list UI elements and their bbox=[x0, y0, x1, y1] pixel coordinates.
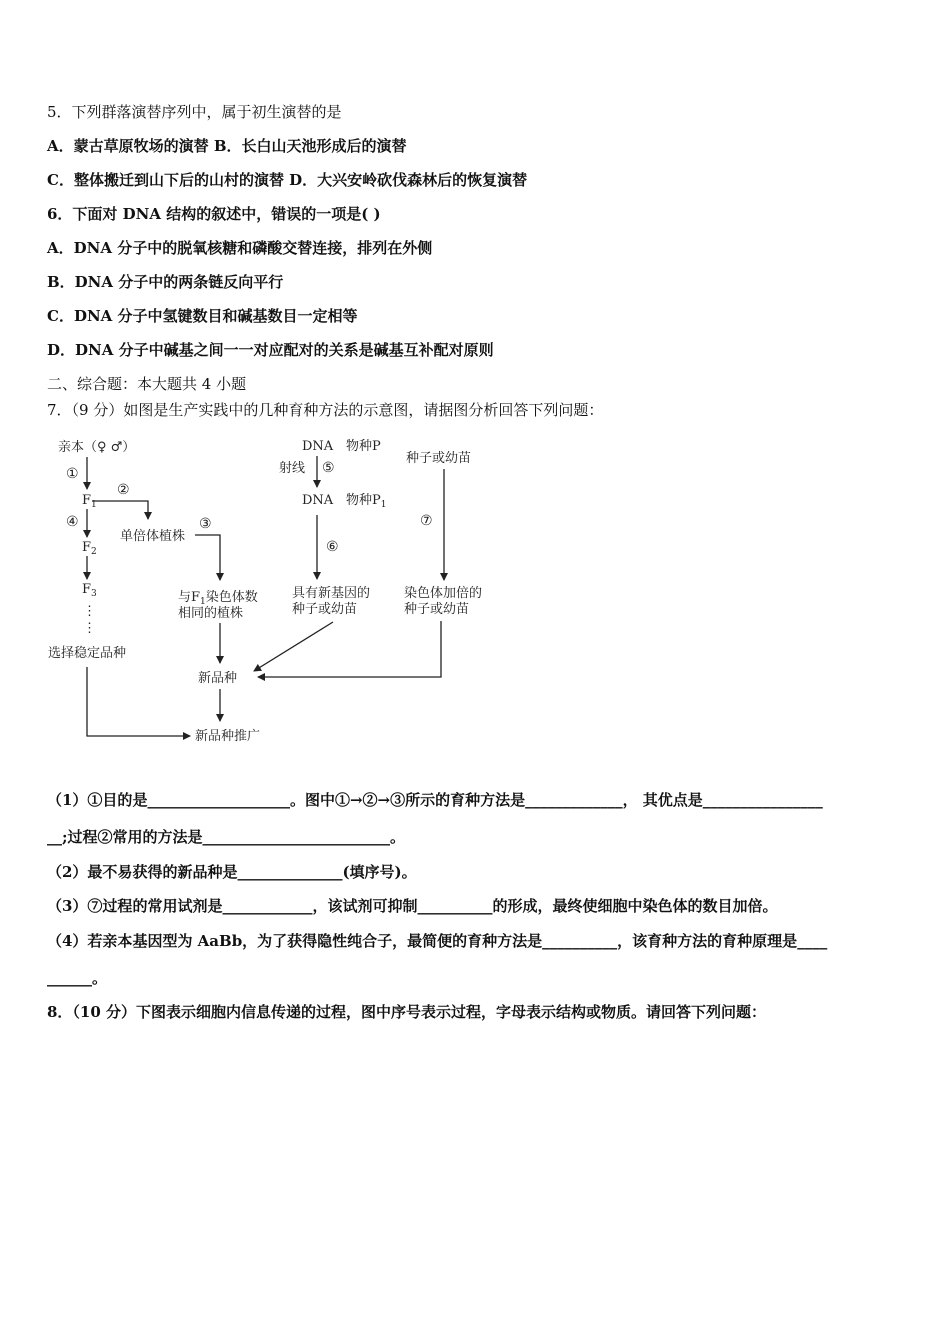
f2-letter: F bbox=[82, 540, 92, 555]
haploid-label: 单倍体植株 bbox=[120, 529, 186, 544]
q6-option-a: A．DNA 分子中的脱氧核糖和磷酸交替连接，排列在外侧 bbox=[47, 239, 433, 257]
section-heading: 二、综合题：本大题共 4 小题 bbox=[47, 375, 247, 393]
select-stable-label: 选择稳定品种 bbox=[48, 646, 127, 661]
dna-label-mutated: DNA bbox=[302, 493, 334, 508]
arrow-haploid-same bbox=[195, 535, 220, 580]
seed-label: 种子或幼苗 bbox=[406, 451, 472, 466]
new-variety-label: 新品种 bbox=[198, 671, 238, 686]
species-p1-text: 物种P bbox=[346, 493, 381, 508]
step-3-label: ③ bbox=[199, 516, 212, 532]
q6-stem: 6．下面对 DNA 结构的叙述中，错误的一项是( ) bbox=[47, 205, 381, 223]
arrow-doubled-newvariety bbox=[258, 621, 441, 677]
f3-letter: F bbox=[82, 582, 92, 597]
parent-label: 亲本（♀ ♂） bbox=[58, 440, 136, 455]
q5-options-cd: C．整体搬迁到山下后的山村的演替 D．大兴安岭砍伐森林后的恢复演替 bbox=[47, 171, 528, 189]
dna-label-top: DNA bbox=[302, 439, 334, 454]
ray-label: 射线 bbox=[279, 461, 306, 476]
species-p1-subscript: 1 bbox=[380, 500, 387, 510]
q6-option-d: D．DNA 分子中碱基之间一一对应配对的关系是碱基互补配对原则 bbox=[47, 341, 494, 359]
q7-part-1-line-b: __;过程②常用的方法是_________________________。 bbox=[47, 828, 406, 846]
same-chrom-suffix: 染色体数 bbox=[205, 590, 258, 605]
dots-1: ⋮ bbox=[83, 604, 96, 619]
q7-part-4-line-b: ______。 bbox=[47, 969, 108, 987]
q5-options-ab: A．蒙古草原牧场的演替 B．长白山天池形成后的演替 bbox=[47, 137, 407, 155]
f2-label bbox=[82, 540, 97, 557]
step-1-label: ① bbox=[66, 466, 79, 482]
arrow-stable-promotion bbox=[87, 667, 190, 736]
q7-stem: 7．（9 分）如图是生产实践中的几种育种方法的示意图，请据图分析回答下列问题： bbox=[47, 401, 604, 419]
doubled-label-1: 染色体加倍的 bbox=[404, 586, 483, 601]
q7-part-4-line-a: （4）若亲本基因型为 AaBb，为了获得隐性纯合子，最简便的育种方法是__________，该育种方法的育种原理是____ bbox=[47, 932, 828, 950]
same-chrom-subscript: 1 bbox=[200, 597, 206, 607]
breeding-methods-diagram bbox=[40, 425, 510, 755]
q7-part-1-line-a: （1）①目的是___________________。图中①→②→③所示的育种方法是_____________， 其优点是________________ bbox=[47, 791, 823, 809]
q5-stem: 5．下列群落演替序列中，属于初生演替的是 bbox=[47, 103, 342, 121]
f1-subscript: 1 bbox=[91, 500, 97, 510]
step-2-label: ② bbox=[117, 482, 130, 498]
q8-stem: 8．（10 分）下图表示细胞内信息传递的过程，图中序号表示过程，字母表示结构或物质。请回答下列问题： bbox=[47, 1003, 767, 1021]
step-7-label: ⑦ bbox=[420, 513, 433, 529]
step-5-label: ⑤ bbox=[322, 460, 335, 476]
q7-part-2: （2）最不易获得的新品种是______________(填序号)。 bbox=[47, 863, 417, 881]
q6-option-b: B．DNA 分子中的两条链反向平行 bbox=[47, 273, 284, 291]
same-chrom-label-2: 相同的植株 bbox=[178, 606, 244, 621]
f2-subscript: 2 bbox=[91, 547, 97, 557]
arrow-f1-haploid bbox=[92, 501, 148, 519]
f1-letter: F bbox=[82, 493, 92, 508]
new-gene-label-2: 种子或幼苗 bbox=[292, 602, 358, 617]
same-chrom-prefix: 与F bbox=[178, 590, 201, 605]
arrow-newgene-newvariety bbox=[254, 622, 333, 671]
f3-label bbox=[82, 582, 97, 599]
q7-part-3: （3）⑦过程的常用试剂是____________，该试剂可抑制__________的形成，最终使细胞中染色体的数目加倍。 bbox=[47, 897, 778, 915]
promotion-label: 新品种推广 bbox=[195, 729, 261, 744]
q6-option-c: C．DNA 分子中氢键数目和碱基数目一定相等 bbox=[47, 307, 358, 325]
dots-2: ⋮ bbox=[83, 621, 96, 636]
step-4-label: ④ bbox=[66, 514, 79, 530]
step-6-label: ⑥ bbox=[326, 539, 339, 555]
species-p-label: 物种P bbox=[346, 439, 381, 454]
f3-subscript: 3 bbox=[91, 589, 97, 599]
new-gene-label-1: 具有新基因的 bbox=[292, 586, 371, 601]
doubled-label-2: 种子或幼苗 bbox=[404, 602, 470, 617]
species-p1-label bbox=[346, 492, 386, 510]
same-chrom-label-1 bbox=[178, 589, 258, 607]
